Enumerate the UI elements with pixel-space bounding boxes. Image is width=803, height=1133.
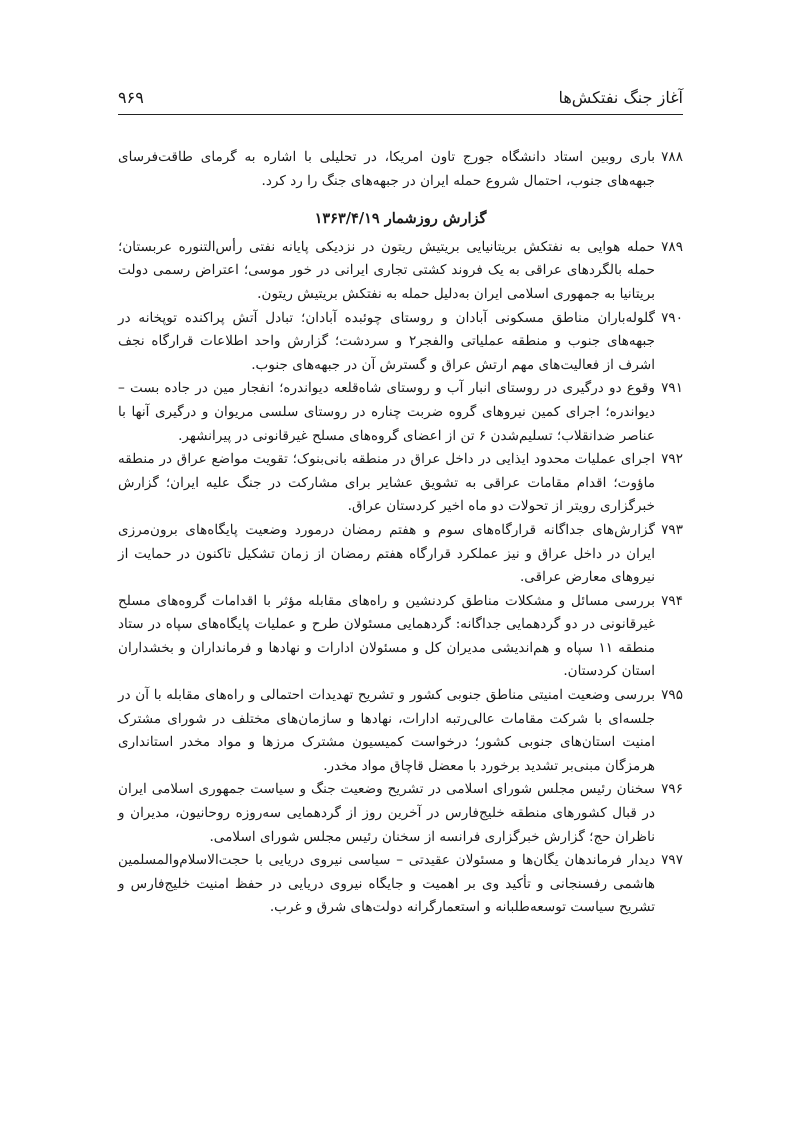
entry-number: ۷۹۵ bbox=[661, 687, 683, 704]
page-number: ۹۶۹ bbox=[118, 88, 144, 107]
entry-text: گلوله‌باران مناطق مسکونی آبادان و روستای چوئبده آبادان؛ تبادل آتش پراکنده توپخانه در جبهه‌های جنوب و منطقه عملیاتی والفجر۲ و سردشت؛ گزارش واحد اطلاعات قرارگاه نجف اشرف از فعالیت‌های مهم ارتش عراق و گسترش آن در جبهه‌های جنوب. bbox=[118, 309, 655, 373]
entry-text: حمله هوایی به نفتکش بریتانیایی بریتیش ریتون در نزدیکی پایانه نفتی رأس‌التنوره عربستان؛ حمله بالگردهای عراقی به یک فروند کشتی تجاری ایرانی در خور موسی؛ اعتراض رسمی دولت بریتانیا به جمهوری اسلامی ایران به‌دلیل حمله به نفتکش بریتیش ریتون. bbox=[118, 238, 655, 302]
entry-number: ۷۹۶ bbox=[661, 781, 683, 798]
entry bbox=[118, 146, 683, 193]
entry-text: وقوع دو درگیری در روستای انبار آب و روستای شاه‌قلعه دیواندره؛ انفجار مین در جاده بست – دیواندره؛ اجرای کمین نیروهای گروه ضربت چناره در روستای سلسی مریوان و درگیری آنها با عناصر ضدانقلاب؛ تسلیم‌شدن ۶ تن از اعضای گروه‌های مسلح غیرقانونی در پیرانشهر. bbox=[118, 380, 655, 444]
entry-text: اجرای عملیات محدود ایذایی در داخل عراق در منطقه بانی‌بنوک؛ تقویت مواضع عراق در منطقه ماؤوت؛ اقدام مقامات عراقی به تشویق عشایر برای مشارکت در جنگ علیه ایران؛ گزارش خبرگزاری رویتر از تحولات دو ماه اخیر کردستان عراق. bbox=[118, 451, 655, 515]
entry bbox=[118, 519, 683, 590]
entries-before bbox=[118, 146, 683, 193]
daily-report-heading: گزارش روزشمار ۱۳۶۳/۴/۱۹ bbox=[314, 210, 487, 228]
entry bbox=[118, 590, 683, 684]
entry-number: ۷۹۲ bbox=[661, 451, 683, 468]
entry-number: ۷۹۷ bbox=[661, 852, 683, 869]
running-title: آغاز جنگ نفتکش‌ها bbox=[558, 88, 683, 107]
entry-number: ۷۸۸ bbox=[661, 149, 683, 165]
entry bbox=[118, 448, 683, 519]
entry-number: ۷۹۳ bbox=[661, 521, 683, 538]
entry bbox=[118, 236, 683, 307]
entry-number: ۷۸۹ bbox=[661, 238, 683, 255]
entry bbox=[118, 849, 683, 920]
entries-after bbox=[118, 236, 683, 920]
entry bbox=[118, 778, 683, 849]
entry-number: ۷۹۴ bbox=[661, 592, 683, 609]
entry bbox=[118, 684, 683, 778]
entry-text: گزارش‌های جداگانه قرارگاه‌های سوم و هفتم رمضان درمورد وضعیت پایگاه‌های برون‌مرزی ایران در داخل عراق و نیز عملکرد قرارگاه هفتم رمضان از زمان تشکیل تاکنون در حمایت از نیروهای معارض عراقی. bbox=[118, 521, 655, 586]
entry-text: سخنان رئیس مجلس شورای اسلامی در تشریح وضعیت جنگ و سیاست جمهوری اسلامی ایران در قبال کشورهای منطقه خلیج‌فارس در آخرین روز از گردهمایی سه‌روزه روحانیون، مدیران و ناظران حج؛ گزارش خبرگزاری فرانسه از سخنان رئیس مجلس شورای اسلامی. bbox=[118, 781, 655, 845]
header-rule bbox=[118, 114, 683, 115]
entry-text: بررسی وضعیت امنیتی مناطق جنوبی کشور و تشریح تهدیدات احتمالی و راه‌های مقابله با آن در جلسه‌ای با شرکت مقامات عالی‌رتبه ادارات، نهادها و سازمان‌های مختلف در شورای مشترک امنیت استان‌های جنوبی کشور؛ درخواست کمیسیون مشترک مرزها و مواد مخدر استانداری هرمزگان مبنی‌بر تشدید برخورد با معضل قاچاق مواد مخدر. bbox=[118, 687, 655, 774]
entry-number: ۷۹۰ bbox=[661, 309, 683, 326]
page-header bbox=[118, 88, 683, 112]
entry bbox=[118, 377, 683, 448]
entry-number: ۷۹۱ bbox=[661, 380, 683, 397]
entry-text: باری روبین استاد دانشگاه جورج تاون امریکا، در تحلیلی با اشاره به گرمای طاقت‌فرسای جبهه‌های جنوب، احتمال شروع حمله ایران در جبهه‌های جنگ را رد کرد. bbox=[118, 149, 655, 189]
entry-text: بررسی مسائل و مشکلات مناطق کردنشین و راه‌های مقابله مؤثر با اقدامات گروه‌های مسلح غیرقانونی در دو گردهمایی جداگانه: گردهمایی مسئولان طرح و عملیات پایگاه‌های سپاه در ستاد منطقه ۱۱ سپاه و هم‌اندیشی مدیران کل و مسئولان ادارات و نهادها و فرمانداران و بخشداران استان کردستان. bbox=[118, 592, 655, 680]
page-body bbox=[118, 146, 683, 920]
entry-text: دیدار فرماندهان یگان‌ها و مسئولان عقیدتی – سیاسی نیروی دریایی با حجت‌الاسلام‌والمسلمین هاشمی رفسنجانی و تأکید وی بر اهمیت و جایگاه نیروی دریایی در حفظ امنیت خلیج‌فارس و تشریح سیاست توسعه‌طلبانه و استعمارگرانه دولت‌های شرق و غرب. bbox=[118, 852, 655, 916]
entry bbox=[118, 307, 683, 378]
